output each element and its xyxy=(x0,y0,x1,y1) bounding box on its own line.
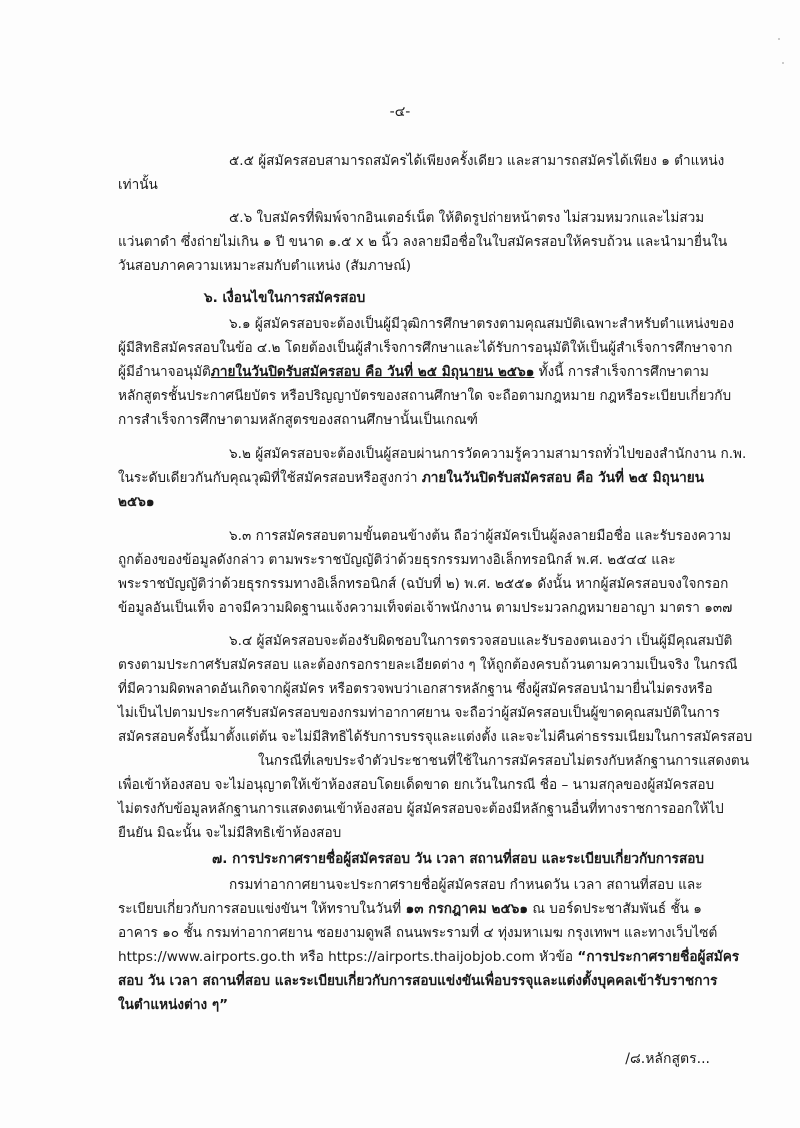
clause-6-3-line1: ๖.๓ การสมัครสอบตามขั้นตอนข้างต้น ถือว่าผู้สมัครเป็นผู้ลงลายมือชื่อ และรับรองความ xyxy=(229,528,732,544)
clause-5-6-line3: วันสอบภาคความเหมาะสมกับตำแหน่ง (สัมภาษณ์) xyxy=(118,258,412,274)
clause-6-3-line4: ข้อมูลอันเป็นเท็จ อาจมีความผิดฐานแจ้งความเท็จต่อเจ้าพนักงาน ตามประมวลกฎหมายอาญา มาตรา ๑๓๗ xyxy=(118,600,733,616)
clause-6-2-text: ในระดับเดียวกันกับคุณวุฒิที่ใช้สมัครสอบหรือสูงกว่า xyxy=(118,470,422,486)
clause-7-text: ณ บอร์ดประชาสัมพันธ์ ชั้น ๑ xyxy=(528,901,702,917)
clause-7-topic: “การประกาศรายชื่อผู้สมัคร xyxy=(577,949,740,965)
clause-6-4-line9: ยืนยัน มิฉะนั้น จะไม่มีสิทธิเข้าห้องสอบ xyxy=(118,825,342,841)
clause-6-1-text: ผู้มีอำนาจอนุมัติ xyxy=(118,364,211,380)
clause-5-6-line1: ๕.๖ ใบสมัครที่พิมพ์จากอินเตอร์เน็ต ให้ติดรูปถ่ายหน้าตรง ไม่สวมหมวกและไม่สวม xyxy=(229,210,705,226)
clause-7-line6: ในตำแหน่งต่าง ๆ” xyxy=(118,997,229,1013)
scan-speck xyxy=(778,38,780,40)
page-number: -๔- xyxy=(389,104,411,120)
clause-6-1-text: ทั้งนี้ การสำเร็จการศึกษาตาม xyxy=(534,364,709,380)
clause-7-line3: อาคาร ๑๐ ชั้น กรมท่าอากาศยาน ซอยงามดูพลี ถนนพระรามที่ ๔ ทุ่งมหาเมฆ กรุงเทพฯ และทางเว็บไซต์ xyxy=(118,925,718,941)
clause-7-line5: สอบ วัน เวลา สถานที่สอบ และระเบียบเกี่ยวกับการสอบแข่งขันเพื่อบรรจุและแต่งตั้งบุคคลเข้ารับราชการ xyxy=(118,973,718,989)
clause-7-line4 xyxy=(118,947,739,967)
clause-7-line1: กรมท่าอากาศยานจะประกาศรายชื่อผู้สมัครสอบ กำหนดวัน เวลา สถานที่สอบ และ xyxy=(229,877,703,893)
clause-7-urls: https://www.airports.go.th หรือ https://airports.thaijobjob.com หัวข้อ xyxy=(118,949,578,965)
clause-6-4-line5: สมัครสอบครั้งนี้มาตั้งแต่ต้น จะไม่มีสิทธิได้รับการบรรจุและแต่งตั้ง และจะไม่คืนค่าธรรมเนียมในการสมัครสอบ xyxy=(118,729,753,745)
clause-6-4-line6: ในกรณีที่เลขประจำตัวประชาชนที่ใช้ในการสมัครสอบไม่ตรงกับหลักฐานการแสดงตน xyxy=(258,753,750,769)
next-page-reference: /๘.หลักสูตร... xyxy=(625,1051,710,1067)
clause-6-1-line3 xyxy=(118,362,709,382)
clause-6-4-line4: ไม่เป็นไปตามประกาศรับสมัครสอบของกรมท่าอากาศยาน จะถือว่าผู้สมัครสอบเป็นผู้ขาดคุณสมบัติในการ xyxy=(118,705,720,721)
scan-speck xyxy=(782,62,784,64)
clause-6-1-deadline: ภายในวันปิดรับสมัครสอบ คือ วันที่ ๒๕ มิถุนายน ๒๕๖๑ xyxy=(210,364,535,380)
clause-6-4-line2: ตรงตามประกาศรับสมัครสอบ และต้องกรอกรายละเอียดต่าง ๆ ให้ถูกต้องครบถ้วนตามความเป็นจริง ในกรณี xyxy=(118,657,738,673)
clause-7-date: ๑๓ กรกฎาคม ๒๕๖๑ xyxy=(405,901,529,917)
clause-6-4-line3: ที่มีความผิดพลาดอันเกิดจากผู้สมัคร หรือตรวจพบว่าเอกสารหลักฐาน ซึ่งผู้สมัครสอบนำมายื่นไม่ตรงหรือ xyxy=(118,681,713,697)
clause-5-6-line2: แว่นตาดำ ซึ่งถ่ายไม่เกิน ๑ ปี ขนาด ๑.๕ x ๒ นิ้ว ลงลายมือชื่อในใบสมัครสอบให้ครบถ้วน และนำมายื่นใน xyxy=(118,234,728,250)
clause-6-4-line1: ๖.๔ ผู้สมัครสอบจะต้องรับผิดชอบในการตรวจสอบและรับรองตนเองว่า เป็นผู้มีคุณสมบัติ xyxy=(229,633,733,649)
clause-7-text: ระเบียบเกี่ยวกับการสอบแข่งขันฯ ให้ทราบในวันที่ xyxy=(118,901,406,917)
clause-5-5-line1: ๕.๕ ผู้สมัครสอบสามารถสมัครได้เพียงครั้งเดียว และสามารถสมัครได้เพียง ๑ ตำแหน่ง xyxy=(229,153,725,169)
clause-6-4-line7: เพื่อเข้าห้องสอบ จะไม่อนุญาตให้เข้าห้องสอบโดยเด็ดขาด ยกเว้นในกรณี ชื่อ – นามสกุลของผู้สมัครสอบ xyxy=(118,777,715,793)
clause-6-1-line5: การสำเร็จการศึกษาตามหลักสูตรของสถานศึกษานั้นเป็นเกณฑ์ xyxy=(118,412,478,428)
clause-6-3-line2: ถูกต้องของข้อมูลดังกล่าว ตามพระราชบัญญัติว่าด้วยธุรกรรมทางอิเล็กทรอนิกส์ พ.ศ. ๒๕๔๔ และ xyxy=(118,552,676,568)
section-7-heading: ๗. การประกาศรายชื่อผู้สมัครสอบ วัน เวลา สถานที่สอบ และระเบียบเกี่ยวกับการสอบ xyxy=(212,851,705,867)
clause-6-4-line8: ไม่ตรงกับข้อมูลหลักฐานการแสดงตนเข้าห้องสอบ ผู้สมัครสอบจะต้องมีหลักฐานอื่นที่ทางราชการออกให้ไป xyxy=(118,801,724,817)
clause-6-1-line4: หลักสูตรชั้นประกาศนียบัตร หรือปริญญาบัตรของสถานศึกษาใด จะถือตามกฎหมาย กฎหรือระเบียบเกี่ยวกับ xyxy=(118,388,732,404)
clause-6-3-line3: พระราชบัญญัติว่าด้วยธุรกรรมทางอิเล็กทรอนิกส์ (ฉบับที่ ๒) พ.ศ. ๒๕๕๑ ดังนั้น หากผู้สมัครสอบจงใจกรอก xyxy=(118,576,729,592)
clause-6-1-line2: ผู้มีสิทธิสมัครสอบในข้อ ๔.๒ โดยต้องเป็นผู้สำเร็จการศึกษาและได้รับการอนุมัติให้เป็นผู้สำเร็จการศึกษาจาก xyxy=(118,340,733,356)
clause-6-1-line1: ๖.๑ ผู้สมัครสอบจะต้องเป็นผู้มีวุฒิการศึกษาตรงตามคุณสมบัติเฉพาะสำหรับตำแหน่งของ xyxy=(229,316,734,332)
clause-6-2-line1: ๖.๒ ผู้สมัครสอบจะต้องเป็นผู้สอบผ่านการวัดความรู้ความสามารถทั่วไปของสำนักงาน ก.พ. xyxy=(229,446,747,462)
clause-5-5-line2: เท่านั้น xyxy=(118,177,158,193)
clause-6-2-line2 xyxy=(118,468,704,488)
clause-6-2-deadline: ภายในวันปิดรับสมัครสอบ คือ วันที่ ๒๕ มิถุนายน xyxy=(421,470,705,486)
section-6-heading: ๖. เงื่อนไขในการสมัครสอบ xyxy=(204,290,366,306)
clause-7-line2 xyxy=(118,899,702,919)
clause-6-2-year: ๒๕๖๑ xyxy=(118,494,155,510)
